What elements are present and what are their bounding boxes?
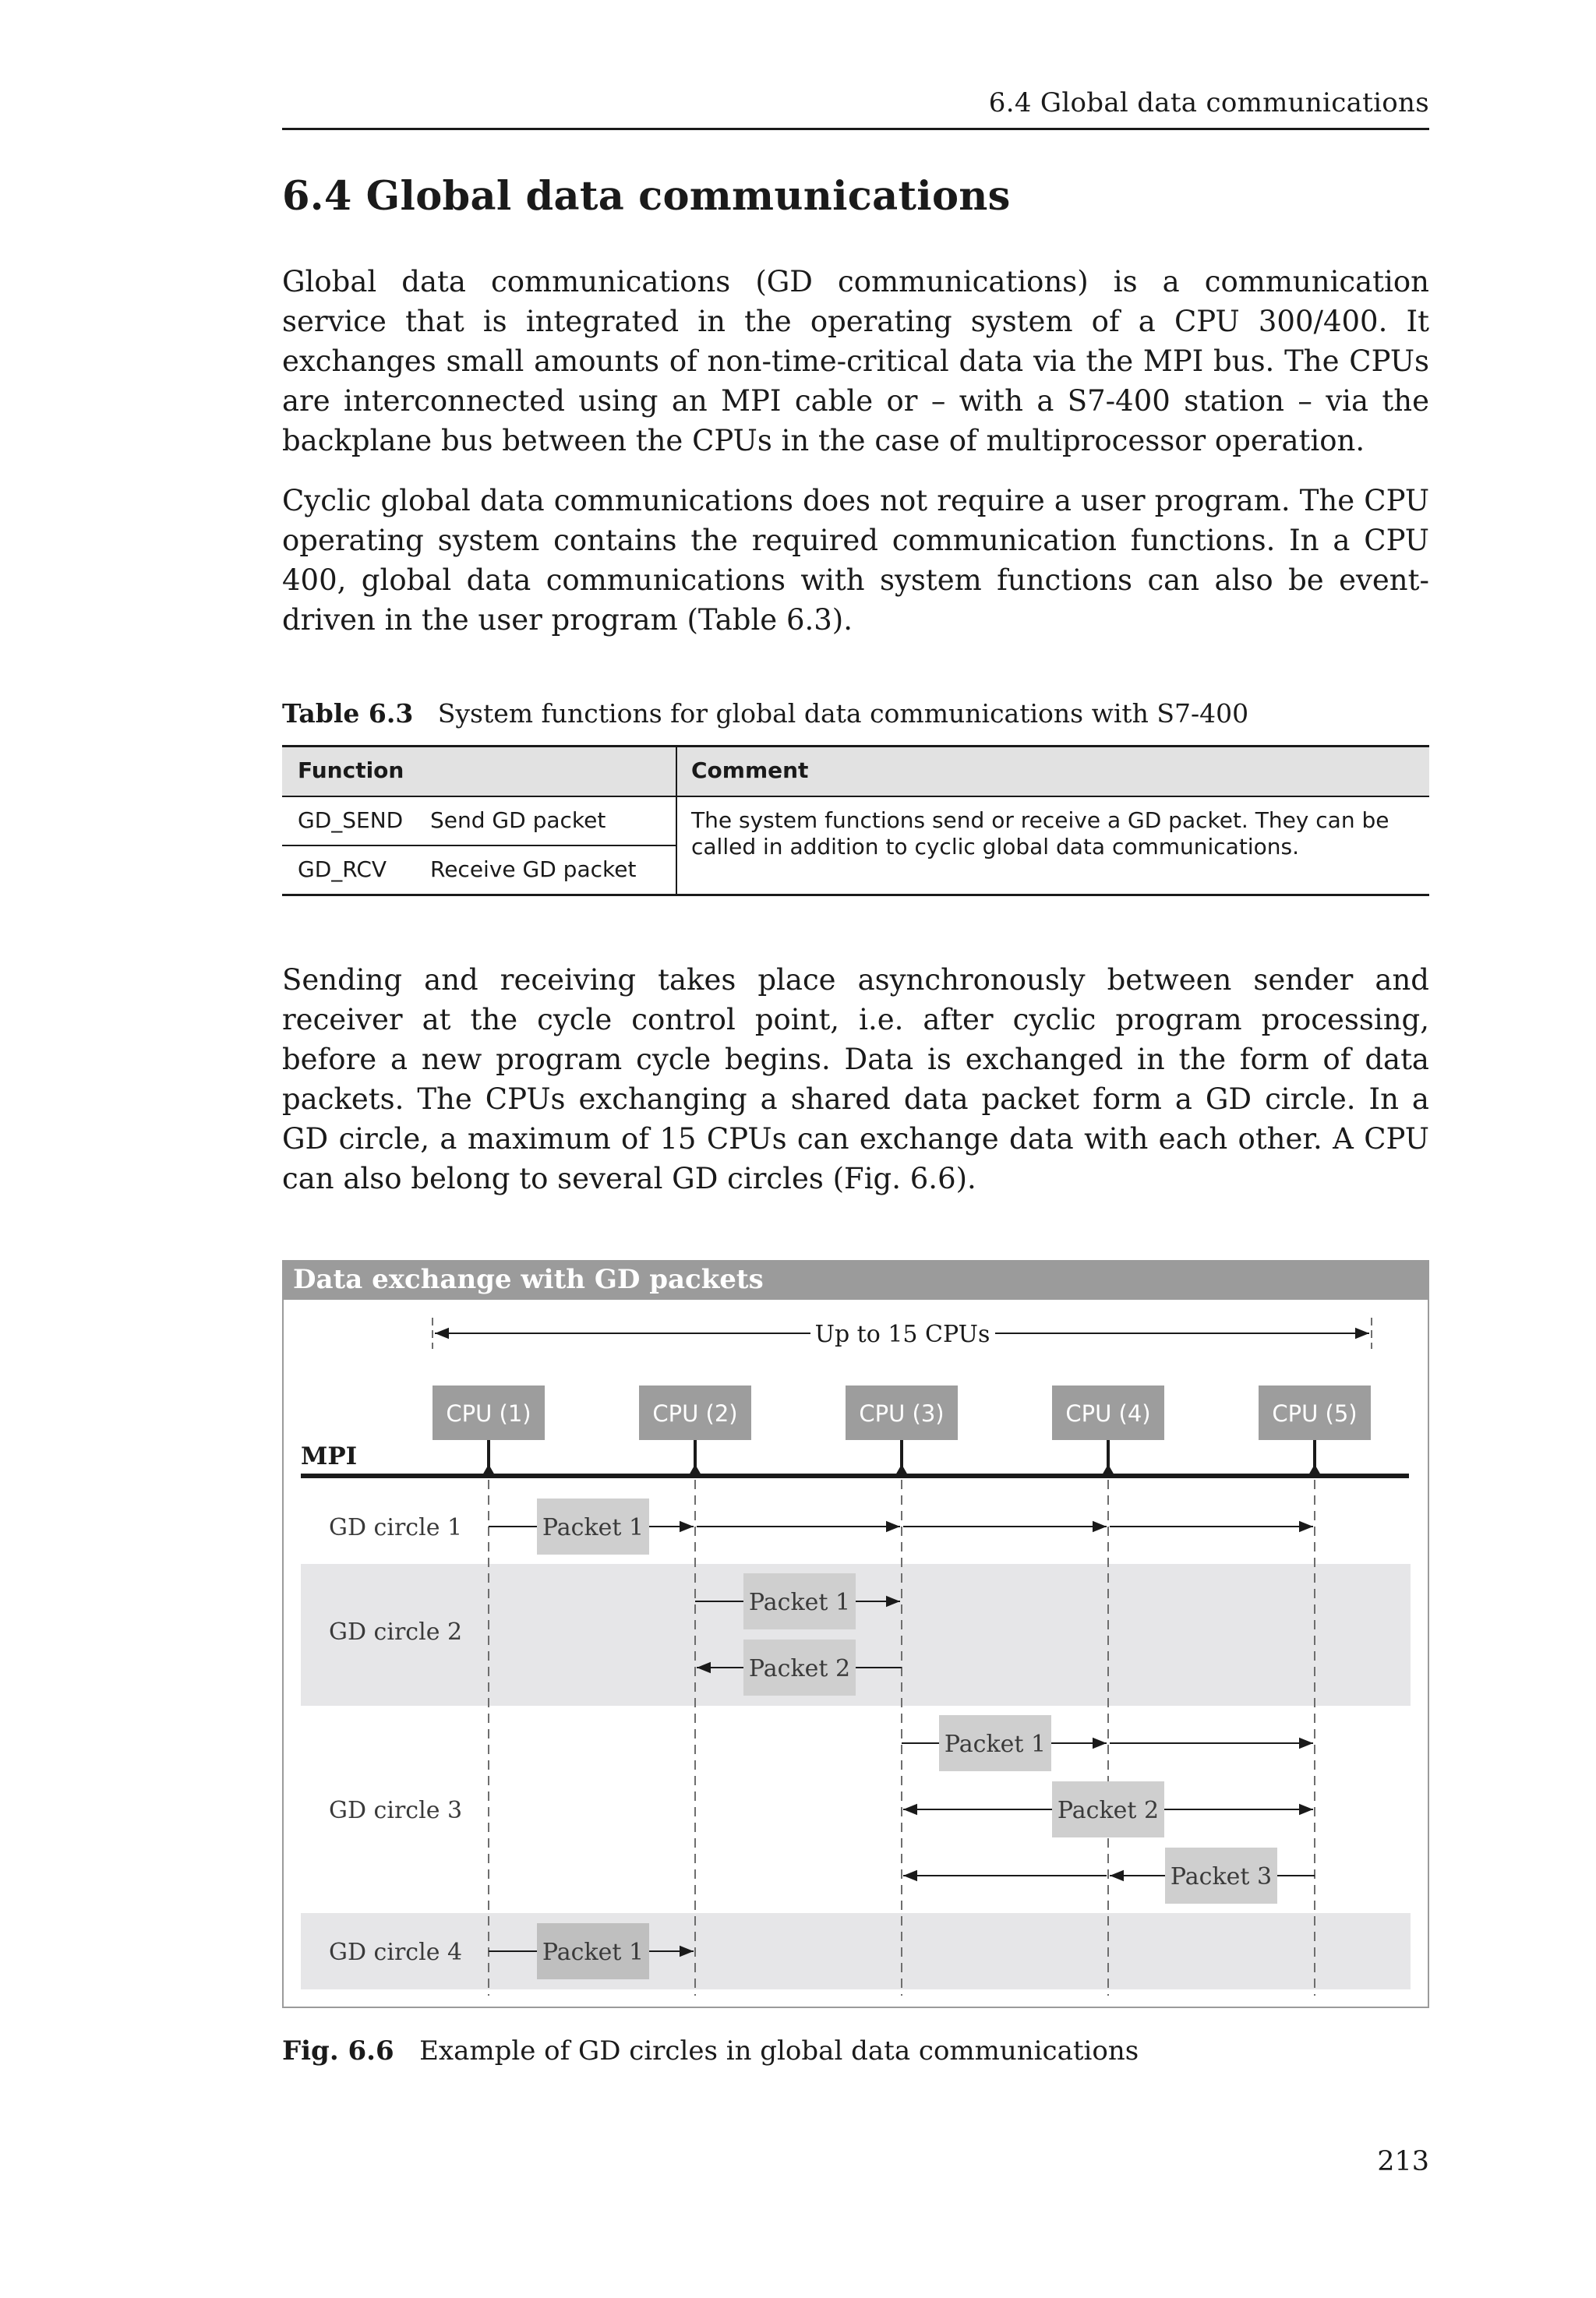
paragraph-gd-circles: Sending and receiving takes place asynchronously between sender and receiver at the cycle control point, i.e. after cyclic program processing, before a new program cycle begins. Data is exchanged in the form of data packets. The CPUs exchanging a shared data packet form a GD circle. In a GD circle, a maximum of 15 CPUs can exchange data with each other. A CPU can also belong to several GD circles (Fig. 6.6). [282,963,1429,1195]
page-number: 213 [1377,2146,1429,2177]
gd-circle-label: GD circle 1 [329,1514,463,1541]
packet-label: Packet 1 [542,1939,644,1966]
table-caption-label: Table 6.3 [282,698,414,729]
packet-label: Packet 3 [1170,1863,1273,1890]
section-title: 6.4 Global data communications [282,173,1011,220]
table-header-comment: Comment [691,757,809,783]
table-header-row [282,747,1429,796]
table-caption-text: System functions for global data communications with S7-400 [437,698,1249,729]
table-cell-function-name: GD_RCV [298,856,387,882]
paragraph-cyclic: Cyclic global data communications does not require a user program. The CPU operating system contains the required communication functions. In a CPU 400, global data communications with system functions can also be event-driven in the user program (Table 6.3). [282,484,1429,637]
gd-circle-label: GD circle 2 [329,1618,463,1646]
header-rule [282,128,1429,130]
cpu-label: CPU (1) [446,1400,531,1427]
table-cell-function-desc: Send GD packet [430,807,606,833]
system-functions-table [282,745,1429,896]
table-cell-comment: The system functions send or receive a GD packet. They can be called in addition to cyclic global data communications. [691,807,1389,860]
packet-label: Packet 2 [748,1655,851,1682]
table-top-rule [282,745,1429,747]
gd-circle-4-band [301,1913,1411,1989]
table-column-divider [676,745,677,896]
packet-label: Packet 1 [748,1589,851,1616]
table-cell-function-desc: Receive GD packet [430,856,637,882]
gd-circle-label: GD circle 3 [329,1797,463,1824]
mpi-label: MPI [301,1442,358,1470]
gd-circle-label: GD circle 4 [329,1939,463,1966]
span-label: Up to 15 CPUs [814,1321,990,1348]
table-row-rule [282,845,676,846]
figure-title: Data exchange with GD packets [293,1264,764,1295]
cpu-label: CPU (3) [859,1400,945,1427]
figure-caption-label: Fig. 6.6 [282,2035,394,2067]
paragraph-intro: Global data communications (GD communications) is a communication service that is integrated in the operating system of a CPU 300/400. It exchanges small amounts of non-time-critical data via the MPI bus. The CPUs are interconnected using an MPI cable or – with a S7-400 station – via the backplane bus between the CPUs in the case of multiprocessor operation. [282,265,1429,457]
cpu-label: CPU (2) [652,1400,738,1427]
figure-caption [282,2035,1139,2067]
table-header-function: Function [298,757,404,783]
figure-caption-text: Example of GD circles in global data communications [419,2035,1139,2067]
table-cell-function-name: GD_SEND [298,807,404,833]
packet-label: Packet 1 [542,1514,644,1541]
figure-gd-circles [282,1260,1429,2011]
table-caption [282,698,1248,729]
cpu-label: CPU (5) [1272,1400,1358,1427]
packet-label: Packet 1 [944,1731,1047,1758]
packet-label: Packet 2 [1057,1797,1160,1824]
running-head: 6.4 Global data communications [988,87,1429,118]
table-header-rule [282,796,1429,797]
table-bottom-rule [282,894,1429,896]
cpu-label: CPU (4) [1065,1400,1151,1427]
